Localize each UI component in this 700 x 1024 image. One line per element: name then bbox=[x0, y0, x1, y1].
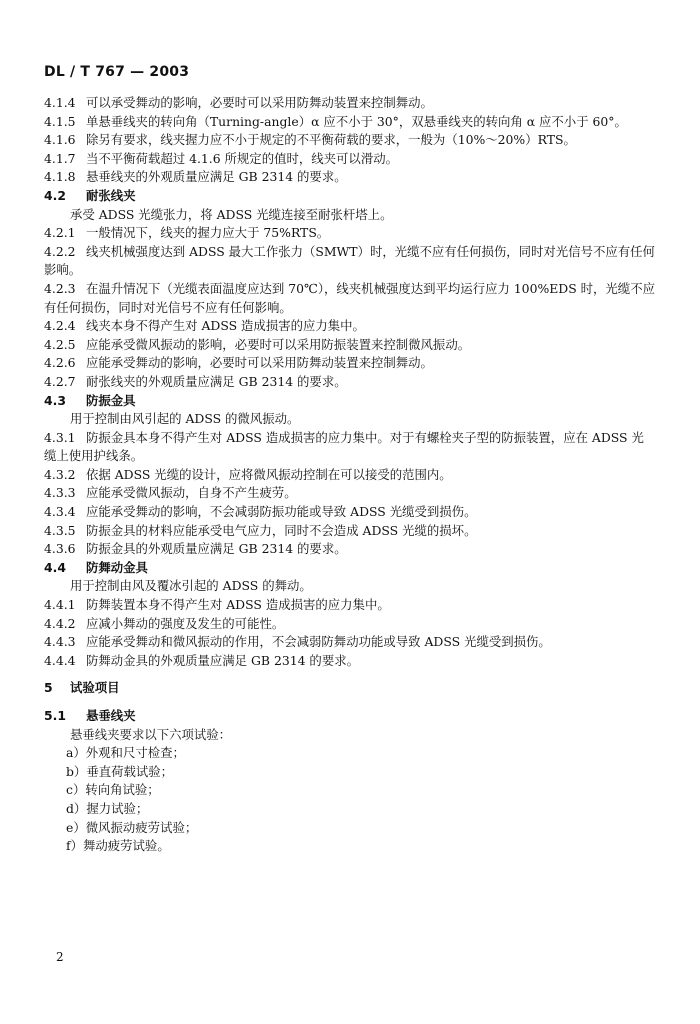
section-heading-4-4 bbox=[44, 559, 656, 578]
clause-text: 应能承受舞动的影响，不会减弱防振功能或导致 ADSS 光缆受到损伤。 bbox=[86, 504, 477, 520]
clause-number: 4.3.2 bbox=[44, 466, 76, 482]
clause-text: 耐张线夹的外观质量应满足 GB 2314 的要求。 bbox=[86, 373, 347, 389]
list-item: a）外观和尺寸检查； bbox=[66, 745, 185, 761]
section-number: 4.3 bbox=[44, 392, 66, 408]
clause-number: 4.4.2 bbox=[44, 615, 76, 631]
clause-4-2-2 bbox=[44, 243, 656, 280]
section-heading-5-1 bbox=[44, 707, 656, 726]
clause-number: 4.1.5 bbox=[44, 113, 76, 129]
clause-text: 在温升情况下（光缆表面温度应达到 70℃），线夹机械强度达到平均运行应力 100%EDS 时，光缆不应有任何损伤，同时对光信号不应有任何影响。 bbox=[44, 280, 655, 315]
clause-text: 应能承受微风振动的影响，必要时可以采用防振装置来控制微风振动。 bbox=[86, 336, 471, 352]
clause-text: 应能承受舞动的影响，必要时可以采用防舞动装置来控制舞动。 bbox=[86, 355, 433, 371]
clause-number: 4.1.4 bbox=[44, 95, 76, 110]
clause-text: 应能承受微风振动，自身不产生疲劳。 bbox=[86, 485, 297, 501]
clause-text: 防振金具的外观质量应满足 GB 2314 的要求。 bbox=[86, 541, 347, 557]
clause-text: 防振金具的材料应能承受电气应力，同时不会造成 ADSS 光缆的损坏。 bbox=[86, 522, 477, 538]
clause-text: 可以承受舞动的影响，必要时可以采用防舞动装置来控制舞动。 bbox=[86, 95, 433, 110]
section-intro: 用于控制由风引起的 ADSS 的微风振动。 bbox=[70, 411, 300, 427]
clause-text: 当不平衡荷载超过 4.1.6 所规定的值时，线夹可以滑动。 bbox=[86, 150, 398, 166]
section-number: 4.2 bbox=[44, 187, 66, 203]
section-title: 防舞动金具 bbox=[86, 559, 148, 575]
clause-text: 一般情况下，线夹的握力应大于 75%RTS。 bbox=[86, 225, 330, 241]
clause-number: 4.2.2 bbox=[44, 243, 76, 259]
clause-number: 4.3.5 bbox=[44, 522, 76, 538]
chapter-title: 试验项目 bbox=[70, 680, 120, 696]
list-item: b）垂直荷载试验； bbox=[66, 763, 174, 779]
section-intro: 用于控制由风及覆冰引起的 ADSS 的舞动。 bbox=[70, 578, 312, 594]
section-heading-4-3 bbox=[44, 392, 656, 411]
document-body bbox=[44, 94, 656, 856]
clause-text: 防振金具本身不得产生对 ADSS 造成损害的应力集中。对于有螺栓夹子型的防振装置，应在 ADSS 光缆上使用护线条。 bbox=[44, 429, 644, 464]
clause-4-1-4 bbox=[44, 94, 656, 113]
clause-4-3-5 bbox=[44, 522, 656, 541]
clause-text: 依据 ADSS 光缆的设计，应将微风振动控制在可以接受的范围内。 bbox=[86, 466, 452, 482]
clause-4-2-5 bbox=[44, 336, 656, 355]
clause-text: 应减小舞动的强度及发生的可能性。 bbox=[86, 615, 285, 631]
chapter-number: 5 bbox=[44, 680, 53, 696]
section-heading-4-2 bbox=[44, 187, 656, 206]
clause-number: 4.1.7 bbox=[44, 150, 76, 166]
clause-text: 除另有要求，线夹握力应不小于规定的不平衡荷载的要求，一般为（10%～20%）RTS。 bbox=[86, 132, 576, 148]
clause-4-1-5 bbox=[44, 113, 656, 132]
clause-4-1-6 bbox=[44, 131, 656, 150]
list-item: d）握力试验； bbox=[66, 800, 149, 816]
clause-number: 4.4.3 bbox=[44, 634, 76, 650]
clause-4-4-3 bbox=[44, 633, 656, 652]
clause-4-3-2 bbox=[44, 466, 656, 485]
list-intro: 悬垂线夹要求以下六项试验： bbox=[70, 726, 232, 742]
list-item: f）舞动疲劳试验。 bbox=[66, 838, 170, 854]
clause-number: 4.2.6 bbox=[44, 355, 76, 371]
clause-text: 防舞装置本身不得产生对 ADSS 造成损害的应力集中。 bbox=[86, 597, 390, 613]
clause-text: 线夹机械强度达到 ADSS 最大工作张力（SMWT）时，光缆不应有任何损伤，同时对光信号不应有任何影响。 bbox=[44, 243, 655, 278]
clause-number: 4.2.4 bbox=[44, 318, 76, 334]
clause-4-2-4 bbox=[44, 317, 656, 336]
clause-number: 4.3.3 bbox=[44, 485, 76, 501]
section-title: 耐张线夹 bbox=[86, 187, 136, 203]
page-number: 2 bbox=[56, 950, 64, 964]
clause-number: 4.1.6 bbox=[44, 132, 76, 148]
clause-4-4-1 bbox=[44, 596, 656, 615]
spacer bbox=[44, 698, 656, 707]
standard-header: DL / T 767 — 2003 bbox=[44, 64, 190, 80]
clause-4-4-2 bbox=[44, 615, 656, 634]
clause-number: 4.4.1 bbox=[44, 597, 76, 613]
clause-4-2-1 bbox=[44, 224, 656, 243]
section-title: 防振金具 bbox=[86, 392, 136, 408]
clause-number: 4.1.8 bbox=[44, 169, 76, 185]
clause-text: 线夹本身不得产生对 ADSS 造成损害的应力集中。 bbox=[86, 318, 365, 334]
spacer bbox=[44, 670, 656, 679]
clause-4-1-8 bbox=[44, 168, 656, 187]
clause-4-3-6 bbox=[44, 540, 656, 559]
clause-4-2-3 bbox=[44, 280, 656, 317]
clause-text: 应能承受舞动和微风振动的作用，不会减弱防舞动功能或导致 ADSS 光缆受到损伤。 bbox=[86, 634, 551, 650]
list-item: e）微风振动疲劳试验； bbox=[66, 819, 198, 835]
clause-4-2-6 bbox=[44, 354, 656, 373]
clause-number: 4.3.4 bbox=[44, 504, 76, 520]
clause-4-2-7 bbox=[44, 373, 656, 392]
clause-number: 4.3.6 bbox=[44, 541, 76, 557]
clause-number: 4.2.1 bbox=[44, 225, 76, 241]
clause-4-3-1 bbox=[44, 429, 656, 466]
clause-4-4-4 bbox=[44, 652, 656, 671]
section-title: 悬垂线夹 bbox=[86, 708, 136, 723]
clause-number: 4.2.3 bbox=[44, 280, 76, 296]
section-number: 4.4 bbox=[44, 559, 66, 575]
clause-number: 4.2.5 bbox=[44, 336, 76, 352]
clause-number: 4.2.7 bbox=[44, 373, 76, 389]
chapter-heading-5 bbox=[44, 679, 656, 698]
clause-number: 4.3.1 bbox=[44, 429, 76, 445]
clause-text: 单悬垂线夹的转向角（Turning-angle）α 应不小于 30°，双悬垂线夹的转向角 α 应不小于 60°。 bbox=[86, 113, 627, 129]
clause-4-3-4 bbox=[44, 503, 656, 522]
section-number: 5.1 bbox=[44, 708, 66, 723]
section-intro: 承受 ADSS 光缆张力，将 ADSS 光缆连接至耐张杆塔上。 bbox=[70, 206, 393, 222]
clause-text: 悬垂线夹的外观质量应满足 GB 2314 的要求。 bbox=[86, 169, 347, 185]
clause-4-1-7 bbox=[44, 150, 656, 169]
clause-4-3-3 bbox=[44, 484, 656, 503]
clause-text: 防舞动金具的外观质量应满足 GB 2314 的要求。 bbox=[86, 652, 359, 668]
list-item: c）转向角试验； bbox=[66, 782, 160, 798]
clause-number: 4.4.4 bbox=[44, 652, 76, 668]
